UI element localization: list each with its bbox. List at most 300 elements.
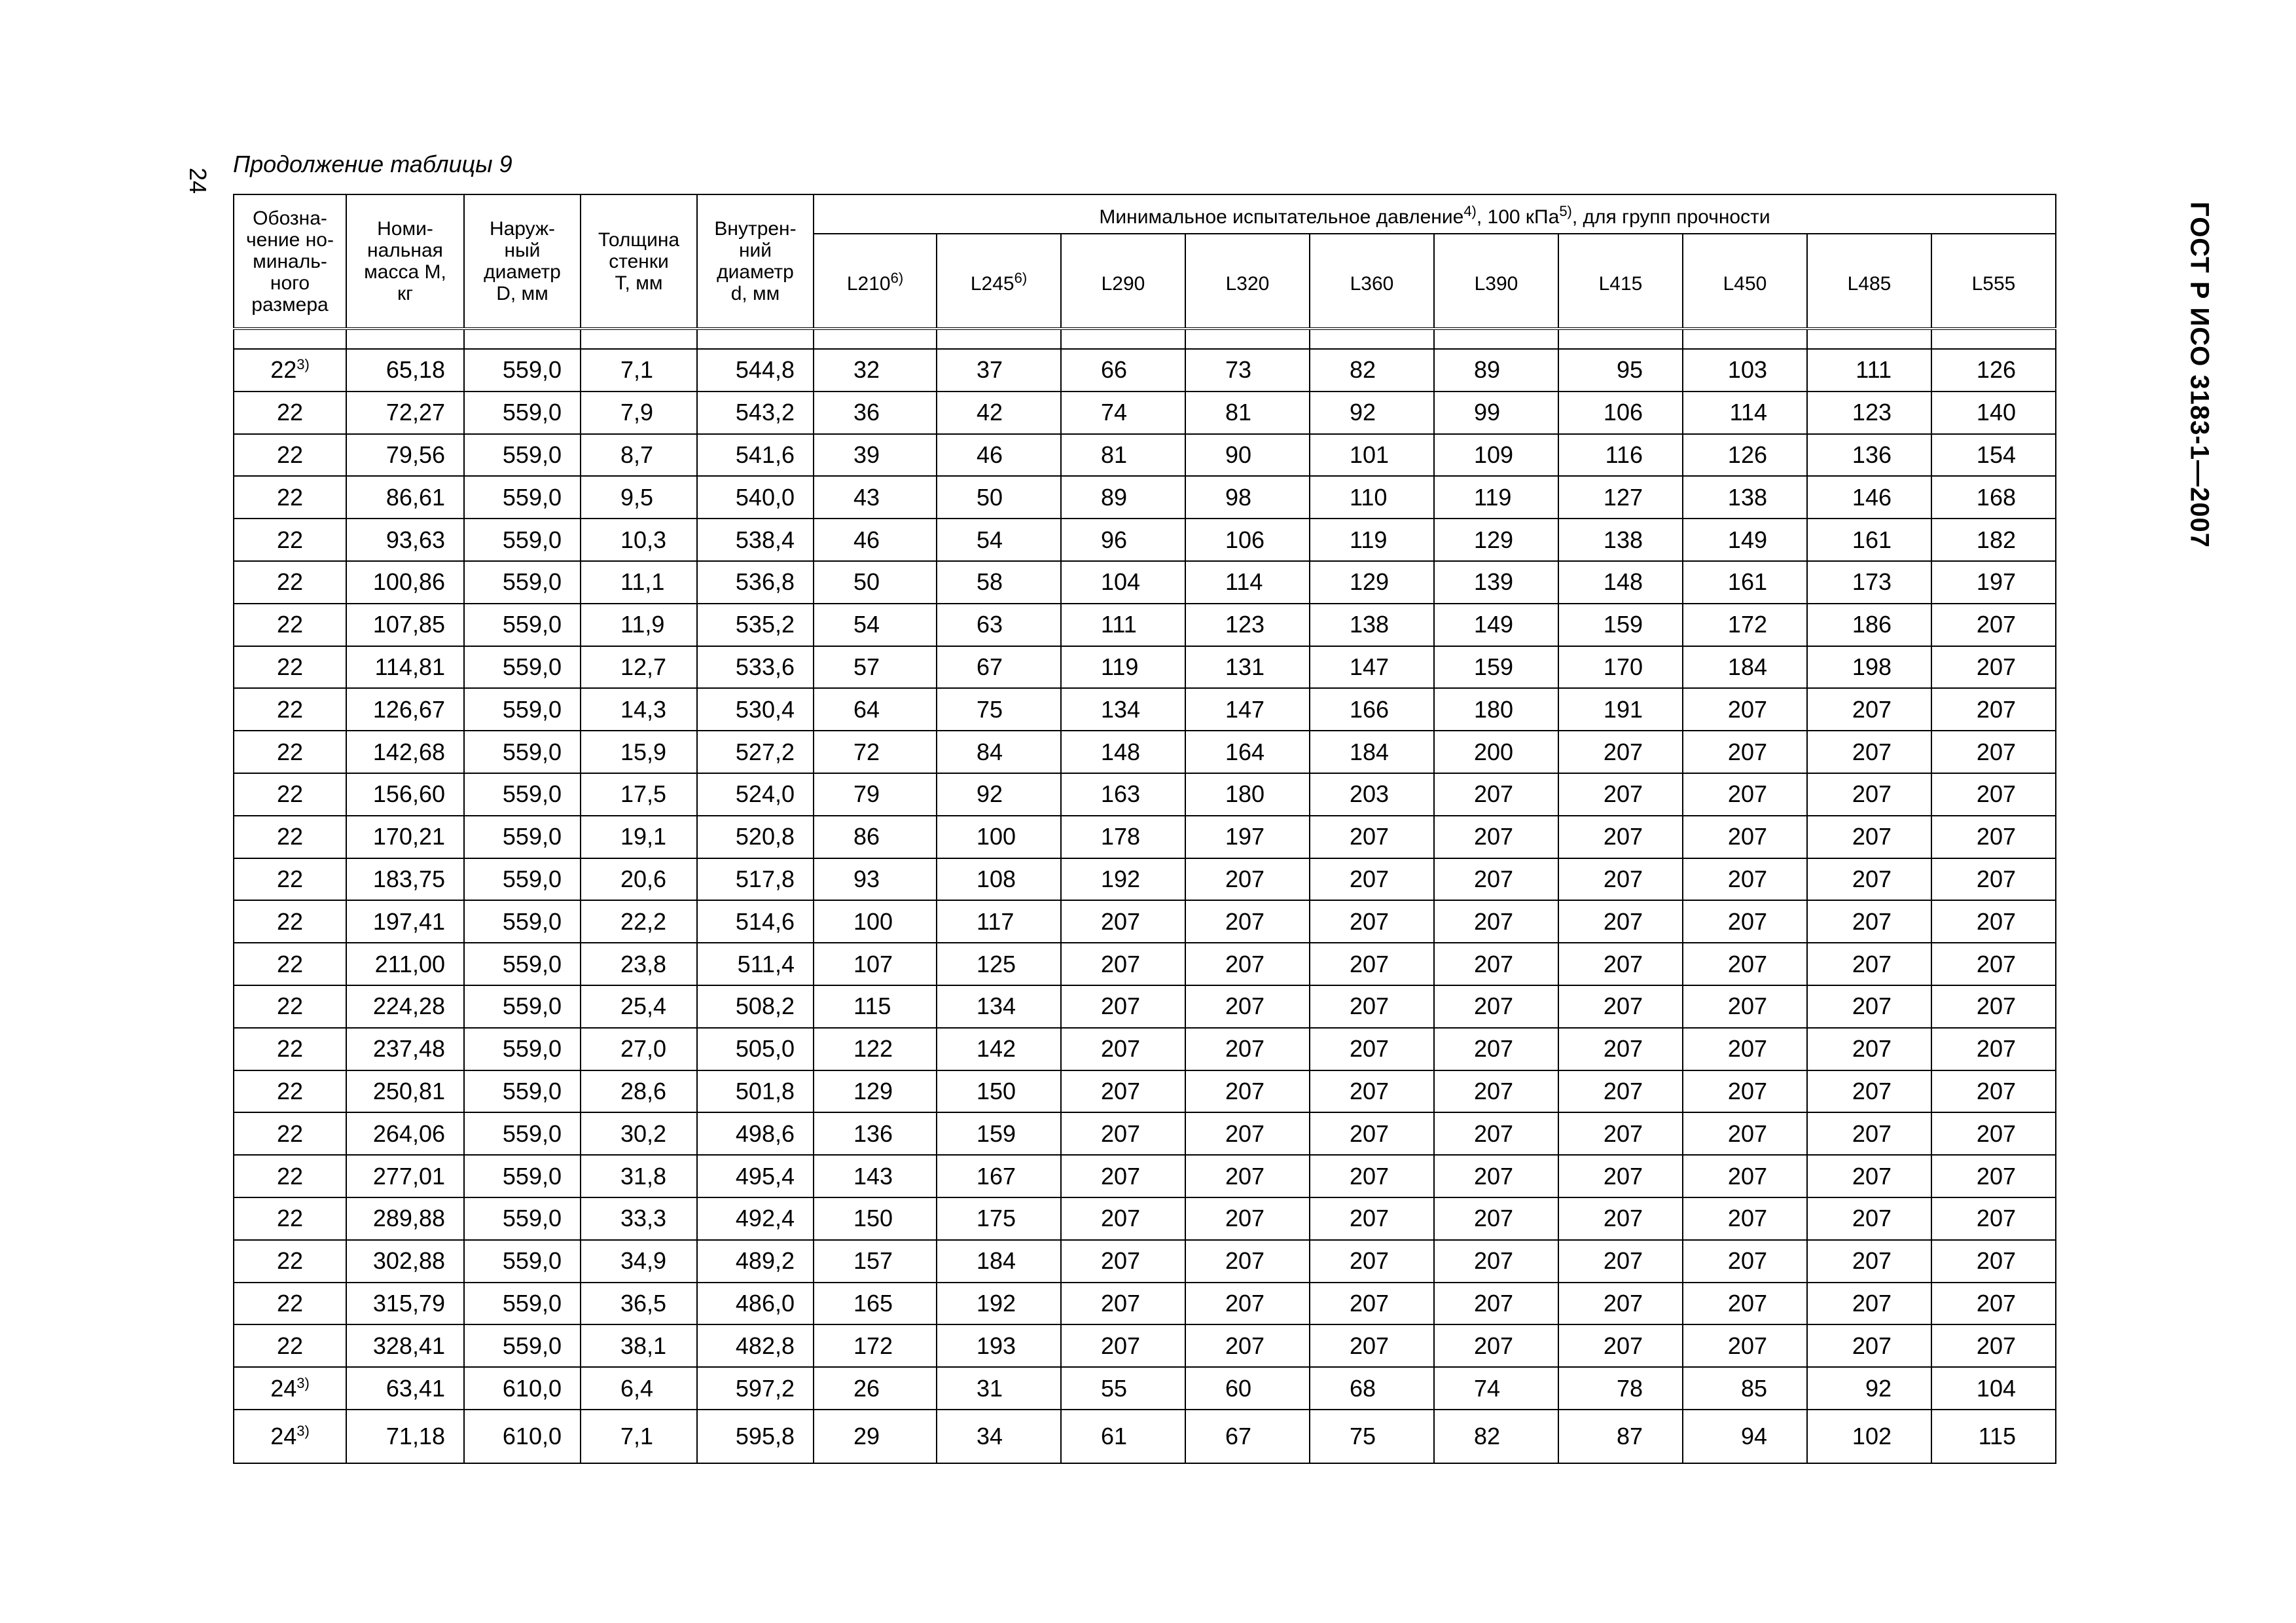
cell-pressure: 115 bbox=[814, 985, 937, 1028]
cell-pressure: 157 bbox=[814, 1240, 937, 1283]
cell-outer-diameter: 559,0 bbox=[464, 731, 581, 773]
cell-pressure: 207 bbox=[1434, 1112, 1558, 1155]
cell-designation: 22 bbox=[234, 773, 346, 816]
cell-pressure: 207 bbox=[1931, 1155, 2056, 1197]
cell-pressure: 122 bbox=[814, 1028, 937, 1070]
cell-pressure: 125 bbox=[937, 943, 1061, 985]
cell-pressure: 207 bbox=[1807, 1028, 1931, 1070]
cell-pressure: 31 bbox=[937, 1367, 1061, 1410]
cell-outer-diameter: 559,0 bbox=[464, 646, 581, 689]
cell-pressure: 192 bbox=[937, 1283, 1061, 1325]
cell-inner-diameter: 544,8 bbox=[697, 349, 814, 392]
table-row bbox=[234, 1028, 2056, 1070]
cell-pressure: 107 bbox=[814, 943, 937, 985]
cell-pressure: 207 bbox=[1310, 1155, 1434, 1197]
cell-pressure: 50 bbox=[814, 561, 937, 604]
cell-pressure: 207 bbox=[1185, 858, 1310, 901]
cell-pressure: 104 bbox=[1931, 1367, 2056, 1410]
cell-pressure: 150 bbox=[814, 1197, 937, 1240]
cell-designation: 22 bbox=[234, 816, 346, 858]
cell-pressure: 207 bbox=[1558, 1240, 1683, 1283]
header-grade: L290 bbox=[1061, 234, 1185, 329]
cell-inner-diameter: 508,2 bbox=[697, 985, 814, 1028]
cell-pressure: 207 bbox=[1683, 858, 1807, 901]
cell-mass: 289,88 bbox=[346, 1197, 464, 1240]
cell-inner-diameter: 517,8 bbox=[697, 858, 814, 901]
cell-outer-diameter: 559,0 bbox=[464, 349, 581, 392]
cell-pressure: 180 bbox=[1434, 688, 1558, 731]
table-row bbox=[234, 943, 2056, 985]
cell-mass: 65,18 bbox=[346, 349, 464, 392]
cell-mass: 250,81 bbox=[346, 1070, 464, 1113]
cell-designation: 22 bbox=[234, 392, 346, 434]
cell-outer-diameter: 559,0 bbox=[464, 943, 581, 985]
cell-wall-thickness: 14,3 bbox=[581, 688, 697, 731]
cell-pressure: 207 bbox=[1061, 1324, 1185, 1367]
table-row bbox=[234, 604, 2056, 646]
cell-pressure: 207 bbox=[1683, 1155, 1807, 1197]
cell-pressure: 184 bbox=[1310, 731, 1434, 773]
cell-outer-diameter: 559,0 bbox=[464, 816, 581, 858]
cell-pressure: 207 bbox=[1558, 943, 1683, 985]
cell-mass: 142,68 bbox=[346, 731, 464, 773]
cell-pressure: 96 bbox=[1061, 519, 1185, 561]
table-row bbox=[234, 434, 2056, 477]
cell-pressure: 207 bbox=[1683, 985, 1807, 1028]
cell-pressure: 78 bbox=[1558, 1367, 1683, 1410]
header-grade: L360 bbox=[1310, 234, 1434, 329]
cell-pressure: 207 bbox=[1434, 858, 1558, 901]
cell-pressure: 136 bbox=[814, 1112, 937, 1155]
cell-pressure: 126 bbox=[1931, 349, 2056, 392]
cell-pressure: 203 bbox=[1310, 773, 1434, 816]
cell-pressure: 37 bbox=[937, 349, 1061, 392]
cell-mass: 302,88 bbox=[346, 1240, 464, 1283]
table-row bbox=[234, 1240, 2056, 1283]
table-row bbox=[234, 1197, 2056, 1240]
cell-pressure: 207 bbox=[1558, 731, 1683, 773]
header-grade: L320 bbox=[1185, 234, 1310, 329]
cell-pressure: 72 bbox=[814, 731, 937, 773]
cell-designation: 22 bbox=[234, 1155, 346, 1197]
cell-outer-diameter: 559,0 bbox=[464, 519, 581, 561]
cell-inner-diameter: 535,2 bbox=[697, 604, 814, 646]
cell-pressure: 207 bbox=[1931, 985, 2056, 1028]
cell-pressure: 127 bbox=[1558, 476, 1683, 519]
header-grade: L415 bbox=[1558, 234, 1683, 329]
cell-pressure: 134 bbox=[1061, 688, 1185, 731]
cell-designation: 22 bbox=[234, 1324, 346, 1367]
cell-pressure: 54 bbox=[814, 604, 937, 646]
header-mass: Номи- нальная масса M, кг bbox=[346, 194, 464, 329]
cell-wall-thickness: 7,1 bbox=[581, 349, 697, 392]
cell-pressure: 60 bbox=[1185, 1367, 1310, 1410]
cell-inner-diameter: 530,4 bbox=[697, 688, 814, 731]
cell-pressure: 207 bbox=[1185, 1197, 1310, 1240]
cell-pressure: 207 bbox=[1931, 646, 2056, 689]
cell-pressure: 207 bbox=[1931, 1197, 2056, 1240]
cell-pressure: 207 bbox=[1185, 1324, 1310, 1367]
cell-mass: 126,67 bbox=[346, 688, 464, 731]
table-row bbox=[234, 1112, 2056, 1155]
cell-mass: 100,86 bbox=[346, 561, 464, 604]
cell-pressure: 207 bbox=[1185, 1240, 1310, 1283]
cell-pressure: 197 bbox=[1931, 561, 2056, 604]
cell-mass: 183,75 bbox=[346, 858, 464, 901]
cell-wall-thickness: 31,8 bbox=[581, 1155, 697, 1197]
cell-pressure: 79 bbox=[814, 773, 937, 816]
cell-pressure: 207 bbox=[1434, 1283, 1558, 1325]
table-row bbox=[234, 1070, 2056, 1113]
cell-designation: 22 bbox=[234, 1070, 346, 1113]
table-row bbox=[234, 646, 2056, 689]
cell-pressure: 148 bbox=[1061, 731, 1185, 773]
cell-designation: 22 bbox=[234, 1197, 346, 1240]
cell-inner-diameter: 543,2 bbox=[697, 392, 814, 434]
cell-pressure: 207 bbox=[1931, 604, 2056, 646]
cell-pressure: 94 bbox=[1683, 1410, 1807, 1463]
cell-pressure: 207 bbox=[1061, 1155, 1185, 1197]
cell-mass: 328,41 bbox=[346, 1324, 464, 1367]
cell-pressure: 161 bbox=[1683, 561, 1807, 604]
cell-pressure: 207 bbox=[1185, 1112, 1310, 1155]
cell-pressure: 172 bbox=[1683, 604, 1807, 646]
cell-pressure: 207 bbox=[1683, 900, 1807, 943]
cell-pressure: 123 bbox=[1807, 392, 1931, 434]
cell-pressure: 119 bbox=[1434, 476, 1558, 519]
cell-pressure: 109 bbox=[1434, 434, 1558, 477]
cell-designation: 24$^{3)}$ bbox=[234, 1367, 346, 1410]
cell-inner-diameter: 495,4 bbox=[697, 1155, 814, 1197]
cell-pressure: 207 bbox=[1434, 985, 1558, 1028]
cell-designation: 22 bbox=[234, 1028, 346, 1070]
cell-pressure: 207 bbox=[1931, 900, 2056, 943]
cell-pressure: 207 bbox=[1434, 1028, 1558, 1070]
cell-pressure: 138 bbox=[1310, 604, 1434, 646]
header-grade: L485 bbox=[1807, 234, 1931, 329]
cell-pressure: 93 bbox=[814, 858, 937, 901]
cell-designation: 22 bbox=[234, 858, 346, 901]
cell-mass: 71,18 bbox=[346, 1410, 464, 1463]
cell-pressure: 129 bbox=[1434, 519, 1558, 561]
cell-mass: 277,01 bbox=[346, 1155, 464, 1197]
cell-outer-diameter: 559,0 bbox=[464, 985, 581, 1028]
cell-pressure: 92 bbox=[1310, 392, 1434, 434]
cell-pressure: 207 bbox=[1807, 1324, 1931, 1367]
cell-pressure: 161 bbox=[1807, 519, 1931, 561]
cell-pressure: 166 bbox=[1310, 688, 1434, 731]
cell-pressure: 207 bbox=[1061, 1197, 1185, 1240]
cell-pressure: 207 bbox=[1310, 943, 1434, 985]
cell-pressure: 207 bbox=[1683, 1112, 1807, 1155]
cell-pressure: 207 bbox=[1434, 1155, 1558, 1197]
cell-outer-diameter: 559,0 bbox=[464, 900, 581, 943]
cell-pressure: 207 bbox=[1683, 1028, 1807, 1070]
cell-pressure: 43 bbox=[814, 476, 937, 519]
cell-pressure: 207 bbox=[1683, 688, 1807, 731]
cell-mass: 197,41 bbox=[346, 900, 464, 943]
cell-pressure: 207 bbox=[1807, 816, 1931, 858]
cell-pressure: 57 bbox=[814, 646, 937, 689]
header-designation: Обозна- чение но- миналь- ного размера bbox=[234, 194, 346, 329]
cell-wall-thickness: 11,1 bbox=[581, 561, 697, 604]
cell-inner-diameter: 541,6 bbox=[697, 434, 814, 477]
cell-pressure: 207 bbox=[1683, 731, 1807, 773]
table-row bbox=[234, 858, 2056, 901]
cell-pressure: 207 bbox=[1558, 773, 1683, 816]
cell-wall-thickness: 34,9 bbox=[581, 1240, 697, 1283]
cell-inner-diameter: 511,4 bbox=[697, 943, 814, 985]
cell-pressure: 114 bbox=[1683, 392, 1807, 434]
cell-pressure: 108 bbox=[937, 858, 1061, 901]
cell-pressure: 111 bbox=[1061, 604, 1185, 646]
table-row bbox=[234, 561, 2056, 604]
cell-pressure: 207 bbox=[1310, 985, 1434, 1028]
cell-pressure: 138 bbox=[1683, 476, 1807, 519]
cell-pressure: 95 bbox=[1558, 349, 1683, 392]
cell-pressure: 139 bbox=[1434, 561, 1558, 604]
cell-pressure: 207 bbox=[1931, 943, 2056, 985]
cell-pressure: 193 bbox=[937, 1324, 1061, 1367]
header-outer-diameter: Наруж- ный диаметр D, мм bbox=[464, 194, 581, 329]
cell-pressure: 207 bbox=[1061, 1283, 1185, 1325]
cell-pressure: 207 bbox=[1061, 943, 1185, 985]
header-pressure-group: Минимальное испытательное давление$^{4)}$, 100 кПа$^{5)}$, для групп прочности bbox=[814, 194, 2056, 234]
cell-pressure: 186 bbox=[1807, 604, 1931, 646]
cell-pressure: 126 bbox=[1683, 434, 1807, 477]
cell-outer-diameter: 559,0 bbox=[464, 604, 581, 646]
cell-pressure: 197 bbox=[1185, 816, 1310, 858]
cell-pressure: 116 bbox=[1558, 434, 1683, 477]
cell-outer-diameter: 559,0 bbox=[464, 392, 581, 434]
cell-pressure: 207 bbox=[1310, 1112, 1434, 1155]
cell-pressure: 42 bbox=[937, 392, 1061, 434]
cell-inner-diameter: 501,8 bbox=[697, 1070, 814, 1113]
header-grade: L555 bbox=[1931, 234, 2056, 329]
table-row bbox=[234, 900, 2056, 943]
cell-pressure: 207 bbox=[1683, 816, 1807, 858]
cell-pressure: 207 bbox=[1807, 773, 1931, 816]
cell-mass: 315,79 bbox=[346, 1283, 464, 1325]
cell-pressure: 207 bbox=[1931, 1070, 2056, 1113]
cell-pressure: 207 bbox=[1310, 900, 1434, 943]
cell-pressure: 207 bbox=[1931, 688, 2056, 731]
cell-pressure: 170 bbox=[1558, 646, 1683, 689]
cell-pressure: 207 bbox=[1061, 900, 1185, 943]
cell-pressure: 207 bbox=[1558, 985, 1683, 1028]
cell-pressure: 207 bbox=[1931, 1324, 2056, 1367]
cell-inner-diameter: 597,2 bbox=[697, 1367, 814, 1410]
cell-pressure: 100 bbox=[937, 816, 1061, 858]
cell-outer-diameter: 559,0 bbox=[464, 688, 581, 731]
cell-mass: 114,81 bbox=[346, 646, 464, 689]
cell-wall-thickness: 17,5 bbox=[581, 773, 697, 816]
cell-inner-diameter: 527,2 bbox=[697, 731, 814, 773]
cell-pressure: 207 bbox=[1683, 943, 1807, 985]
cell-outer-diameter: 559,0 bbox=[464, 773, 581, 816]
cell-pressure: 46 bbox=[937, 434, 1061, 477]
cell-designation: 22 bbox=[234, 561, 346, 604]
cell-pressure: 207 bbox=[1558, 1028, 1683, 1070]
cell-pressure: 129 bbox=[1310, 561, 1434, 604]
cell-outer-diameter: 559,0 bbox=[464, 1324, 581, 1367]
table-row bbox=[234, 985, 2056, 1028]
cell-pressure: 103 bbox=[1683, 349, 1807, 392]
cell-pressure: 207 bbox=[1807, 1197, 1931, 1240]
cell-pressure: 207 bbox=[1807, 731, 1931, 773]
cell-pressure: 67 bbox=[1185, 1410, 1310, 1463]
cell-pressure: 138 bbox=[1558, 519, 1683, 561]
cell-pressure: 207 bbox=[1558, 1197, 1683, 1240]
cell-pressure: 146 bbox=[1807, 476, 1931, 519]
cell-inner-diameter: 536,8 bbox=[697, 561, 814, 604]
cell-inner-diameter: 514,6 bbox=[697, 900, 814, 943]
cell-pressure: 207 bbox=[1061, 1070, 1185, 1113]
cell-pressure: 147 bbox=[1310, 646, 1434, 689]
cell-pressure: 207 bbox=[1683, 1283, 1807, 1325]
cell-mass: 86,61 bbox=[346, 476, 464, 519]
cell-designation: 22 bbox=[234, 476, 346, 519]
table-row bbox=[234, 392, 2056, 434]
cell-pressure: 63 bbox=[937, 604, 1061, 646]
cell-pressure: 207 bbox=[1558, 1070, 1683, 1113]
cell-pressure: 182 bbox=[1931, 519, 2056, 561]
cell-pressure: 73 bbox=[1185, 349, 1310, 392]
header-grade: L390 bbox=[1434, 234, 1558, 329]
cell-pressure: 207 bbox=[1931, 773, 2056, 816]
cell-pressure: 111 bbox=[1807, 349, 1931, 392]
cell-outer-diameter: 559,0 bbox=[464, 858, 581, 901]
cell-pressure: 207 bbox=[1434, 1070, 1558, 1113]
cell-pressure: 89 bbox=[1061, 476, 1185, 519]
cell-pressure: 34 bbox=[937, 1410, 1061, 1463]
cell-pressure: 207 bbox=[1558, 1283, 1683, 1325]
cell-pressure: 87 bbox=[1558, 1410, 1683, 1463]
cell-pressure: 159 bbox=[1558, 604, 1683, 646]
cell-designation: 24$^{3)}$ bbox=[234, 1410, 346, 1463]
cell-pressure: 184 bbox=[937, 1240, 1061, 1283]
cell-outer-diameter: 610,0 bbox=[464, 1367, 581, 1410]
cell-pressure: 136 bbox=[1807, 434, 1931, 477]
table-row bbox=[234, 1324, 2056, 1367]
cell-pressure: 164 bbox=[1185, 731, 1310, 773]
cell-pressure: 106 bbox=[1185, 519, 1310, 561]
cell-pressure: 85 bbox=[1683, 1367, 1807, 1410]
cell-designation: 22 bbox=[234, 434, 346, 477]
cell-pressure: 207 bbox=[1185, 1070, 1310, 1113]
cell-pressure: 82 bbox=[1310, 349, 1434, 392]
cell-wall-thickness: 22,2 bbox=[581, 900, 697, 943]
cell-pressure: 207 bbox=[1558, 816, 1683, 858]
cell-pressure: 84 bbox=[937, 731, 1061, 773]
cell-pressure: 180 bbox=[1185, 773, 1310, 816]
cell-mass: 237,48 bbox=[346, 1028, 464, 1070]
cell-pressure: 207 bbox=[1807, 1112, 1931, 1155]
cell-pressure: 64 bbox=[814, 688, 937, 731]
cell-inner-diameter: 524,0 bbox=[697, 773, 814, 816]
cell-mass: 107,85 bbox=[346, 604, 464, 646]
cell-pressure: 142 bbox=[937, 1028, 1061, 1070]
cell-pressure: 207 bbox=[1683, 1324, 1807, 1367]
table-row bbox=[234, 519, 2056, 561]
cell-pressure: 192 bbox=[1061, 858, 1185, 901]
cell-pressure: 207 bbox=[1807, 858, 1931, 901]
cell-pressure: 92 bbox=[1807, 1367, 1931, 1410]
cell-pressure: 207 bbox=[1061, 1112, 1185, 1155]
cell-mass: 211,00 bbox=[346, 943, 464, 985]
cell-pressure: 119 bbox=[1310, 519, 1434, 561]
cell-pressure: 114 bbox=[1185, 561, 1310, 604]
page-number: 24 bbox=[185, 167, 211, 194]
cell-outer-diameter: 559,0 bbox=[464, 1283, 581, 1325]
cell-outer-diameter: 559,0 bbox=[464, 434, 581, 477]
cell-pressure: 207 bbox=[1310, 1028, 1434, 1070]
header-inner-diameter: Внутрен- ний диаметр d, мм bbox=[697, 194, 814, 329]
cell-pressure: 207 bbox=[1310, 1070, 1434, 1113]
table-caption: Продолжение таблицы 9 bbox=[233, 151, 512, 177]
cell-pressure: 55 bbox=[1061, 1367, 1185, 1410]
cell-pressure: 207 bbox=[1310, 1197, 1434, 1240]
cell-inner-diameter: 489,2 bbox=[697, 1240, 814, 1283]
cell-pressure: 207 bbox=[1310, 816, 1434, 858]
cell-pressure: 207 bbox=[1061, 1240, 1185, 1283]
cell-wall-thickness: 11,9 bbox=[581, 604, 697, 646]
table-row bbox=[234, 349, 2056, 392]
cell-wall-thickness: 7,9 bbox=[581, 392, 697, 434]
cell-inner-diameter: 520,8 bbox=[697, 816, 814, 858]
cell-pressure: 104 bbox=[1061, 561, 1185, 604]
cell-pressure: 26 bbox=[814, 1367, 937, 1410]
cell-designation: 22 bbox=[234, 604, 346, 646]
cell-inner-diameter: 482,8 bbox=[697, 1324, 814, 1367]
cell-outer-diameter: 559,0 bbox=[464, 1070, 581, 1113]
cell-pressure: 207 bbox=[1931, 731, 2056, 773]
cell-mass: 93,63 bbox=[346, 519, 464, 561]
cell-inner-diameter: 486,0 bbox=[697, 1283, 814, 1325]
cell-pressure: 134 bbox=[937, 985, 1061, 1028]
cell-pressure: 61 bbox=[1061, 1410, 1185, 1463]
cell-designation: 22 bbox=[234, 731, 346, 773]
cell-pressure: 149 bbox=[1434, 604, 1558, 646]
cell-pressure: 207 bbox=[1683, 1197, 1807, 1240]
cell-inner-diameter: 540,0 bbox=[697, 476, 814, 519]
cell-pressure: 207 bbox=[1807, 688, 1931, 731]
cell-pressure: 207 bbox=[1434, 816, 1558, 858]
cell-pressure: 207 bbox=[1310, 858, 1434, 901]
cell-designation: 22 bbox=[234, 1112, 346, 1155]
cell-pressure: 207 bbox=[1807, 1155, 1931, 1197]
cell-mass: 63,41 bbox=[346, 1367, 464, 1410]
standard-code: ГОСТ Р ИСО 3183-1—2007 bbox=[2185, 202, 2214, 548]
cell-pressure: 106 bbox=[1558, 392, 1683, 434]
data-table bbox=[233, 194, 2056, 1464]
cell-pressure: 81 bbox=[1185, 392, 1310, 434]
cell-pressure: 200 bbox=[1434, 731, 1558, 773]
cell-pressure: 207 bbox=[1683, 1240, 1807, 1283]
cell-pressure: 207 bbox=[1434, 900, 1558, 943]
cell-outer-diameter: 559,0 bbox=[464, 1240, 581, 1283]
cell-pressure: 74 bbox=[1061, 392, 1185, 434]
cell-wall-thickness: 10,3 bbox=[581, 519, 697, 561]
cell-pressure: 123 bbox=[1185, 604, 1310, 646]
cell-designation: 22 bbox=[234, 1240, 346, 1283]
cell-pressure: 148 bbox=[1558, 561, 1683, 604]
cell-pressure: 207 bbox=[1807, 900, 1931, 943]
cell-outer-diameter: 559,0 bbox=[464, 476, 581, 519]
table-row bbox=[234, 1367, 2056, 1410]
cell-pressure: 89 bbox=[1434, 349, 1558, 392]
cell-pressure: 54 bbox=[937, 519, 1061, 561]
